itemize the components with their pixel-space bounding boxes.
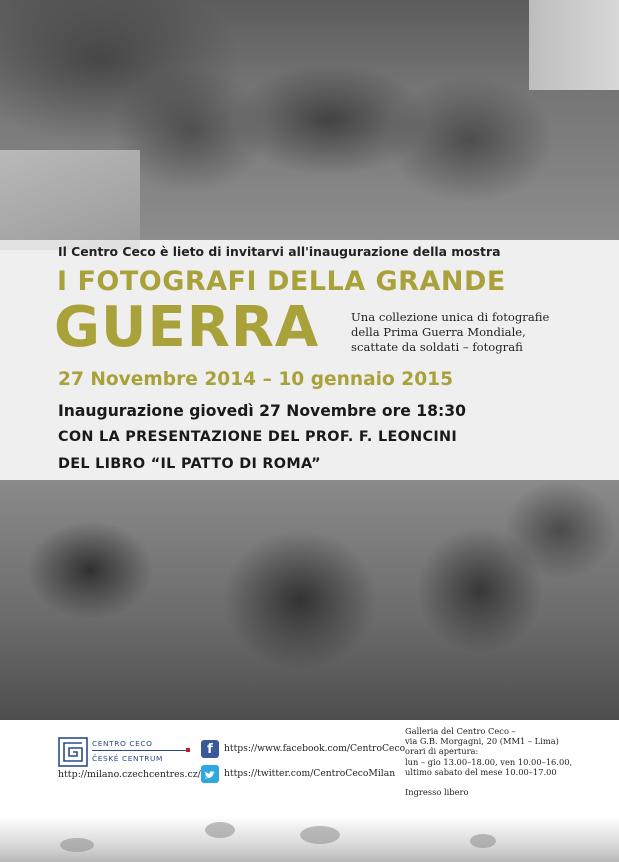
exhibition-title-line1: I FOTOGRAFI DELLA GRANDE: [57, 266, 506, 297]
book-title: DEL LIBRO “IL PATTO DI ROMA”: [58, 456, 321, 472]
presentation-text: CON LA PRESENTAZIONE DEL PROF. F. LEONCINI: [58, 429, 457, 445]
building-wall: [529, 0, 619, 90]
band-photo-top: [0, 0, 619, 240]
description-line: scattate da soldati – fotografi: [351, 340, 523, 354]
exhibition-description: [351, 310, 549, 355]
venue-line: ultimo sabato del mese 10.00–17.00: [405, 766, 557, 777]
twitter-link[interactable]: https://twitter.com/CentroCecoMilan: [224, 768, 396, 779]
dirt-road: [0, 150, 140, 250]
soldiers-photo-bottom: [0, 480, 619, 720]
facebook-link[interactable]: https://www.facebook.com/CentroCeco: [224, 743, 406, 754]
logo-name: CENTRO CECO: [92, 739, 153, 748]
venue-line: orari di apertura:: [405, 746, 479, 757]
venue-line: Galleria del Centro Ceco –: [405, 726, 516, 736]
venue-line: via G.B. Morgagni, 20 (MM1 – Lima): [405, 736, 559, 747]
logo-divider: [92, 750, 187, 751]
stone: [470, 834, 496, 848]
inauguration-time: Inaugurazione giovedì 27 Novembre ore 18:30: [58, 402, 466, 420]
website-link[interactable]: http://milano.czechcentres.cz/: [58, 769, 201, 780]
description-line: della Prima Guerra Mondiale,: [351, 325, 526, 339]
free-entry-note: Ingresso libero: [405, 787, 469, 797]
exhibition-title-line2: GUERRA: [54, 295, 320, 360]
description-line: Una collezione unica di fotografie: [351, 310, 550, 324]
exhibition-dates: 27 Novembre 2014 – 10 gennaio 2015: [58, 369, 454, 390]
footer: [0, 720, 619, 862]
venue-line: lun – gio 13.00–18.00, ven 10.00–16.00,: [405, 756, 573, 767]
facebook-icon[interactable]: f: [201, 740, 219, 758]
stone: [60, 838, 94, 852]
logo-subtitle: ČESKÉ CENTRUM: [92, 754, 163, 763]
stone: [300, 826, 340, 844]
twitter-icon[interactable]: [201, 765, 219, 783]
logo-red-dot: [186, 748, 190, 752]
czech-centre-logo: [58, 737, 88, 767]
intro-text: Il Centro Ceco è lieto di invitarvi all'inaugurazione della mostra: [58, 244, 501, 259]
stone: [205, 822, 235, 838]
footer-photo-strip: [0, 816, 619, 862]
venue-info: [405, 726, 572, 777]
